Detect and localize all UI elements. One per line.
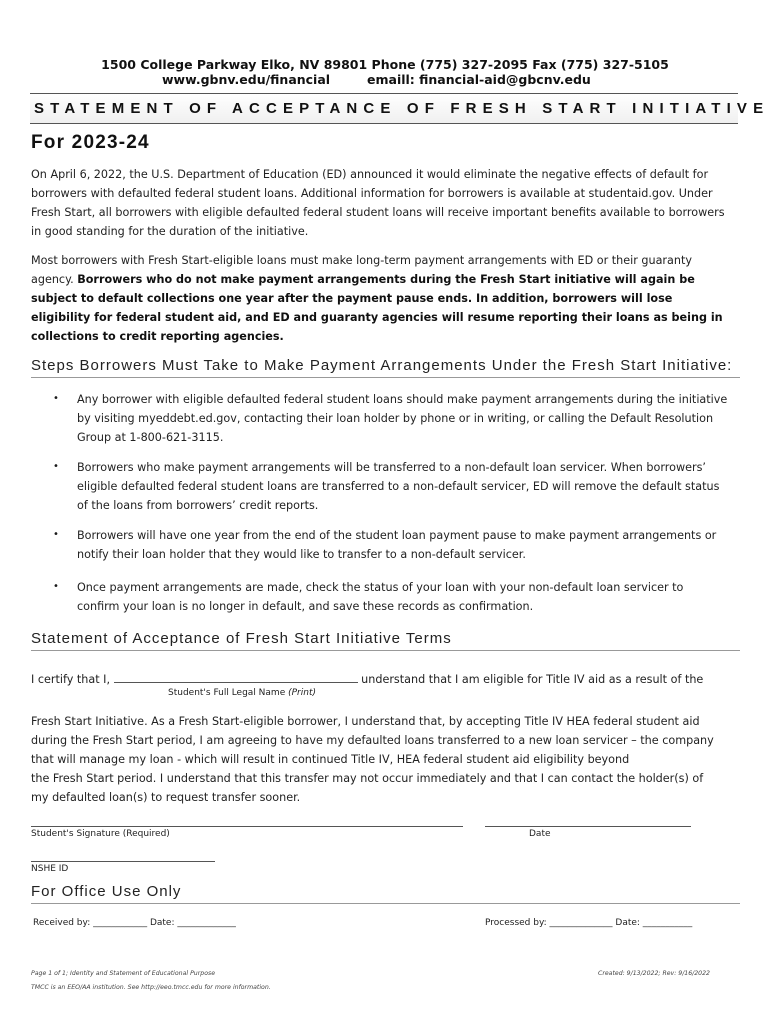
acceptance-line: the Fresh Start period. I understand that this transfer may not occur immediately and that I can contact the holder(s) of xyxy=(31,772,704,785)
acceptance-heading: Statement of Acceptance of Fresh Start Initiative Terms xyxy=(31,630,452,647)
title-bar xyxy=(30,93,770,124)
warning-line xyxy=(31,327,746,346)
warning-line xyxy=(31,270,746,289)
step-item xyxy=(77,390,745,447)
processed-date-field[interactable]: ___________ xyxy=(642,918,693,928)
warning-text: agency. xyxy=(31,273,78,286)
received-date-label: Date: xyxy=(147,918,178,928)
acceptance-line: Fresh Start Initiative. As a Fresh Start-eligible borrower, I understand that, by accepting Title IV HEA federal student aid xyxy=(31,715,700,728)
step-item xyxy=(77,526,745,564)
signature-field[interactable] xyxy=(31,826,463,827)
name-caption-text: Student's Full Legal Name xyxy=(168,688,289,698)
intro-line: borrowers with defaulted federal student loans. Additional information for borrowers is available at studentaid.gov. Under xyxy=(31,187,713,200)
certify-line xyxy=(31,673,703,686)
signature-label: Student's Signature (Required) xyxy=(31,829,170,839)
office-received-row xyxy=(33,918,236,928)
step-line: Once payment arrangements are made, check the status of your loan with your non-default loan servicer to xyxy=(77,581,684,594)
step-item xyxy=(77,578,745,616)
bullet-icon: • xyxy=(53,461,59,472)
name-caption xyxy=(168,688,316,698)
step-line: Group at 1-800-621-3115. xyxy=(77,431,224,444)
warning-line xyxy=(31,308,746,327)
warning-bold-text: eligibility for federal student aid, and ED and guaranty agencies will resume reporting their loans as being in xyxy=(31,311,723,324)
warning-paragraph xyxy=(31,251,746,346)
step-item xyxy=(77,458,745,515)
received-by-label: Received by: xyxy=(33,918,94,928)
step-line: of the loans from borrowers’ credit reports. xyxy=(77,499,319,512)
bullet-icon: • xyxy=(53,529,59,540)
warning-line: Most borrowers with Fresh Start-eligible loans must make long-term payment arrangements with ED or their guaranty xyxy=(31,254,692,267)
footer-page-info: Page 1 of 1; Identity and Statement of Educational Purpose xyxy=(31,970,216,977)
nshe-id-field[interactable] xyxy=(31,861,215,862)
address-line: 1500 College Parkway Elko, NV 89801 Phone (775) 327-2095 Fax (775) 327-5105 xyxy=(101,57,669,72)
name-caption-print: (Print) xyxy=(288,688,316,698)
office-rule xyxy=(31,903,740,904)
bullet-icon: • xyxy=(53,581,59,592)
award-year-heading: For 2023-24 xyxy=(31,132,150,153)
step-line: confirm your loan is no longer in default, and save these records as confirmation. xyxy=(77,600,534,613)
step-line: Any borrower with eligible defaulted federal student loans should make payment arrangements during the initiative xyxy=(77,393,728,406)
document-title: STATEMENT OF ACCEPTANCE OF FRESH START INITIATIVE xyxy=(34,100,770,117)
intro-paragraph xyxy=(31,165,746,241)
processed-by-field[interactable]: ______________ xyxy=(549,918,613,928)
warning-bold-text: Borrowers who do not make payment arrangements during the Fresh Start initiative will again be xyxy=(77,273,695,286)
date-label: Date xyxy=(529,829,551,839)
step-line: by visiting myeddebt.ed.gov, contacting their loan holder by phone or in writing, or calling the Default Resolution xyxy=(77,412,714,425)
intro-line: Fresh Start, all borrowers with eligible defaulted federal student loans will receive important benefits available to borrowers xyxy=(31,206,725,219)
step-line: eligible defaulted federal student loans are transferred to a non-default servicer, ED will remove the default status xyxy=(77,480,720,493)
intro-line: On April 6, 2022, the U.S. Department of Education (ED) announced it would eliminate the negative effects of default for xyxy=(31,168,709,181)
steps-rule xyxy=(31,377,740,378)
acceptance-line: my defaulted loan(s) to request transfer sooner. xyxy=(31,791,301,804)
steps-heading: Steps Borrowers Must Take to Make Payment Arrangements Under the Fresh Start Initiative: xyxy=(31,357,733,374)
office-heading: For Office Use Only xyxy=(31,883,182,900)
acceptance-rule xyxy=(31,650,740,651)
student-name-field[interactable] xyxy=(114,673,358,683)
received-by-field[interactable]: ____________ xyxy=(93,918,148,928)
warning-bold-text: collections to credit reporting agencies. xyxy=(31,330,284,343)
intro-line: in good standing for the duration of the initiative. xyxy=(31,225,309,238)
acceptance-line: that will manage my loan - which will result in continued Title IV, HEA federal student aid eligibility beyond xyxy=(31,753,630,766)
processed-by-label: Processed by: xyxy=(485,918,550,928)
step-line: Borrowers will have one year from the end of the student loan payment pause to make payment arrangements or xyxy=(77,529,717,542)
footer-eeo-note: TMCC is an EEO/AA institution. See http://eeo.tmcc.edu for more information. xyxy=(31,984,271,991)
received-date-field[interactable]: _____________ xyxy=(177,918,236,928)
office-processed-row xyxy=(485,918,692,928)
warning-line xyxy=(31,289,746,308)
certify-prefix: I certify that I, xyxy=(31,673,114,686)
certify-suffix: understand that I am eligible for Title IV aid as a result of the xyxy=(361,673,704,686)
step-line: notify their loan holder that they would like to transfer to a non-default servicer. xyxy=(77,548,526,561)
bullet-icon: • xyxy=(53,393,59,404)
step-line: Borrowers who make payment arrangements will be transferred to a non-default loan servicer. When borrowers’ xyxy=(77,461,706,474)
date-field[interactable] xyxy=(485,826,691,827)
acceptance-line: during the Fresh Start period, I am agreeing to have my defaulted loans transferred to a new loan servicer – the company xyxy=(31,734,714,747)
footer-revision: Created: 9/13/2022; Rev: 9/16/2022 xyxy=(598,970,710,977)
warning-bold-text: subject to default collections one year after the payment pause ends. In addition, borrowers will lose xyxy=(31,292,673,305)
website-link[interactable]: www.gbnv.edu/financial xyxy=(162,72,331,87)
processed-date-label: Date: xyxy=(612,918,643,928)
acceptance-paragraph xyxy=(31,712,746,807)
email-link[interactable]: emaill: financial-aid@gbcnv.edu xyxy=(367,72,591,87)
nshe-id-label: NSHE ID xyxy=(31,864,69,874)
